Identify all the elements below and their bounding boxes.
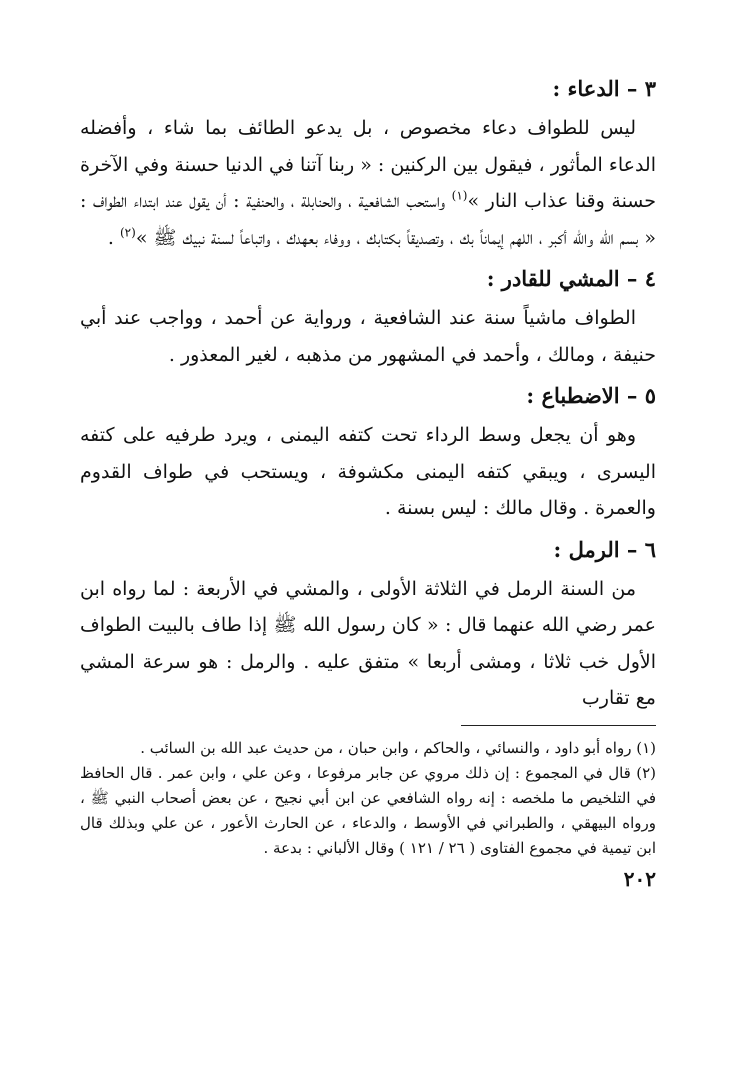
- section-body-dua: [80, 110, 656, 256]
- footnote-ref-1[interactable]: (١): [451, 188, 468, 203]
- section-body-idtiba: [80, 417, 656, 527]
- page-number: ٢٠٢: [623, 866, 656, 891]
- page-content: [80, 72, 656, 891]
- section-body-idtiba-text: وهو أن يجعل وسط الرداء تحت كتفه اليمنى ، ويرد طرفيه على كتفه اليسرى ، ويبقي كتفه اليمنى مكشوفة ، ويستحب في طواف القدوم والعمرة . وقال مالك : ليس بسنة .: [80, 424, 656, 519]
- section-heading-walking: ٤ – المشي للقادر :: [486, 266, 656, 291]
- section-heading-raml: ٦ – الرمل :: [553, 536, 656, 562]
- footnote-2: (٢) قال في المجموع : إن ذلك مروي عن جابر مرفوعا ، وعن علي ، وابن عمر . قال الحافظ في التلخيص ما ملخصه : إنه رواه الشافعي عن ابن أبي نجيح ، عن بعض أصحاب النبي ﷺ ، ورواه البيهقي ، والطبراني في الأوسط ، والدعاء ، عن الحارث الأعور ، عن علي وبذلك قال ابن تيمية في مجموع الفتاوى ( ٢٦ / ١٢١ ) وقال الألباني : بدعة .: [80, 763, 656, 857]
- section-heading-dua: ٣ – الدعاء :: [552, 76, 656, 101]
- section-body-dua-text-b: واستحب الشافعية ، والحنابلة ، والحنفية : أن يقول عند ابتداء الطواف : « بسم الله والله أكبر ، اللهم إيماناً بك ، وتصديقاً بكتابك ، ووفاء بعهدك ، واتباعاً لسنة نبيك ﷺ »: [80, 190, 656, 249]
- footnote-separator: [461, 725, 656, 726]
- section-body-walking: [80, 300, 656, 373]
- section-heading-idtiba: ٥ – الاضطباع :: [526, 383, 656, 408]
- footnote-ref-2[interactable]: (٢): [119, 225, 136, 240]
- section-body-walking-text: الطواف ماشياً سنة عند الشافعية ، ورواية عن أحمد ، وواجب عند أبي حنيفة ، ومالك ، وأحمد في المشهور من مذهبه ، لغير المعذور .: [80, 307, 656, 366]
- section-body-dua-text: ليس للطواف دعاء مخصوص ، بل يدعو الطائف بما شاء ، وأفضله الدعاء المأثور ، فيقول بين الركنين : « ربنا آتنا في الدنيا حسنة وفي الآخرة حسنة وقنا عذاب النار »: [80, 117, 656, 212]
- section-body-raml: [80, 571, 656, 717]
- footnote-1: (١) رواه أبو داود ، والنسائي ، والحاكم ، وابن حبان ، من حديث عبد الله بن السائب .: [140, 738, 656, 757]
- section-body-raml-text: من السنة الرمل في الثلاثة الأولى ، والمشي في الأربعة : لما رواه ابن عمر رضي الله عنهما قال : « كان رسول الله ﷺ إذا طاف بالبيت الطواف الأول خب ثلاثا ، ومشى أربعا » متفق عليه . والرمل : هو سرعة المشي مع تقارب: [80, 577, 656, 709]
- section-body-dua-text-c: .: [107, 226, 120, 249]
